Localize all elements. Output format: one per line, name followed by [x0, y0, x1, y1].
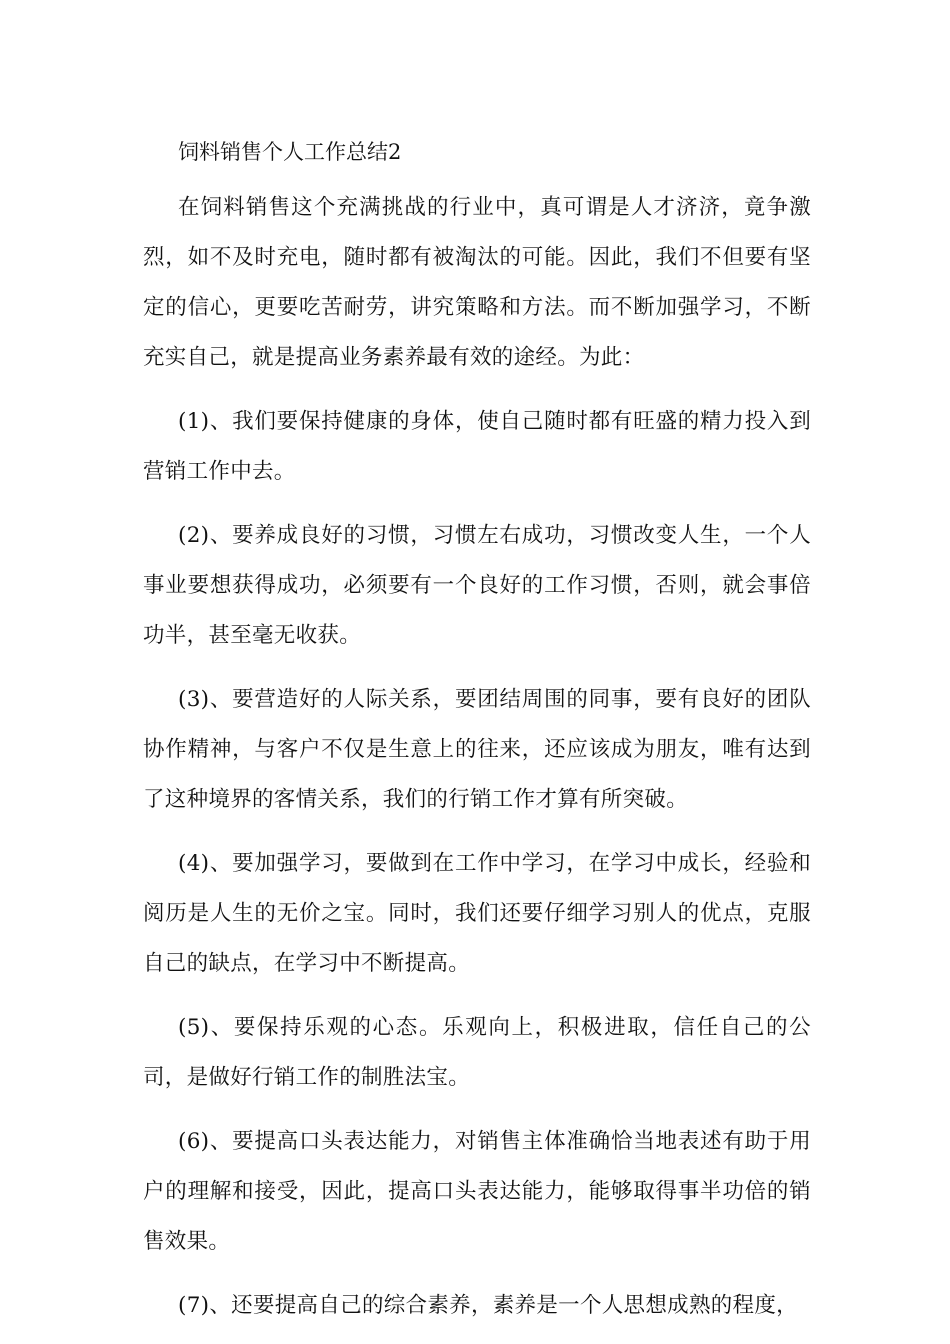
- paragraph-item-4: (4)、要加强学习，要做到在工作中学习，在学习中成长，经验和阅历是人生的无价之宝。同时，我们还要仔细学习别人的优点，克服自己的缺点，在学习中不断提高。: [143, 851, 811, 976]
- paragraph-item-6: (6)、要提高口头表达能力，对销售主体准确恰当地表述有助于用户的理解和接受，因此，提高口头表达能力，能够取得事半功倍的销售效果。: [143, 1129, 811, 1254]
- document-body: [143, 134, 811, 1331]
- paragraph-item-1: (1)、我们要保持健康的身体，使自己随时都有旺盛的精力投入到营销工作中去。: [143, 409, 811, 484]
- paragraph-item-5: (5)、要保持乐观的心态。乐观向上，积极进取，信任自己的公司，是做好行销工作的制胜法宝。: [143, 1015, 811, 1090]
- paragraph-item-2: (2)、要养成良好的习惯，习惯左右成功，习惯改变人生，一个人事业要想获得成功，必须要有一个良好的工作习惯，否则，就会事倍功半，甚至毫无收获。: [143, 523, 811, 648]
- paragraph-item-7: (7)、还要提高自己的综合素养，素养是一个人思想成熟的程度，: [178, 1293, 798, 1318]
- paragraph-item-3: (3)、要营造好的人际关系，要团结周围的同事，要有良好的团队协作精神，与客户不仅是生意上的往来，还应该成为朋友，唯有达到了这种境界的客情关系，我们的行销工作才算有所突破。: [143, 687, 811, 812]
- document-title: 饲料销售个人工作总结2: [178, 140, 402, 164]
- paragraph-intro: 在饲料销售这个充满挑战的行业中，真可谓是人才济济，竟争激烈，如不及时充电，随时都有被淘汰的可能。因此，我们不但要有坚定的信心，更要吃苦耐劳，讲究策略和方法。而不断加强学习，不断充实自己，就是提高业务素养最有效的途经。为此：: [143, 195, 811, 370]
